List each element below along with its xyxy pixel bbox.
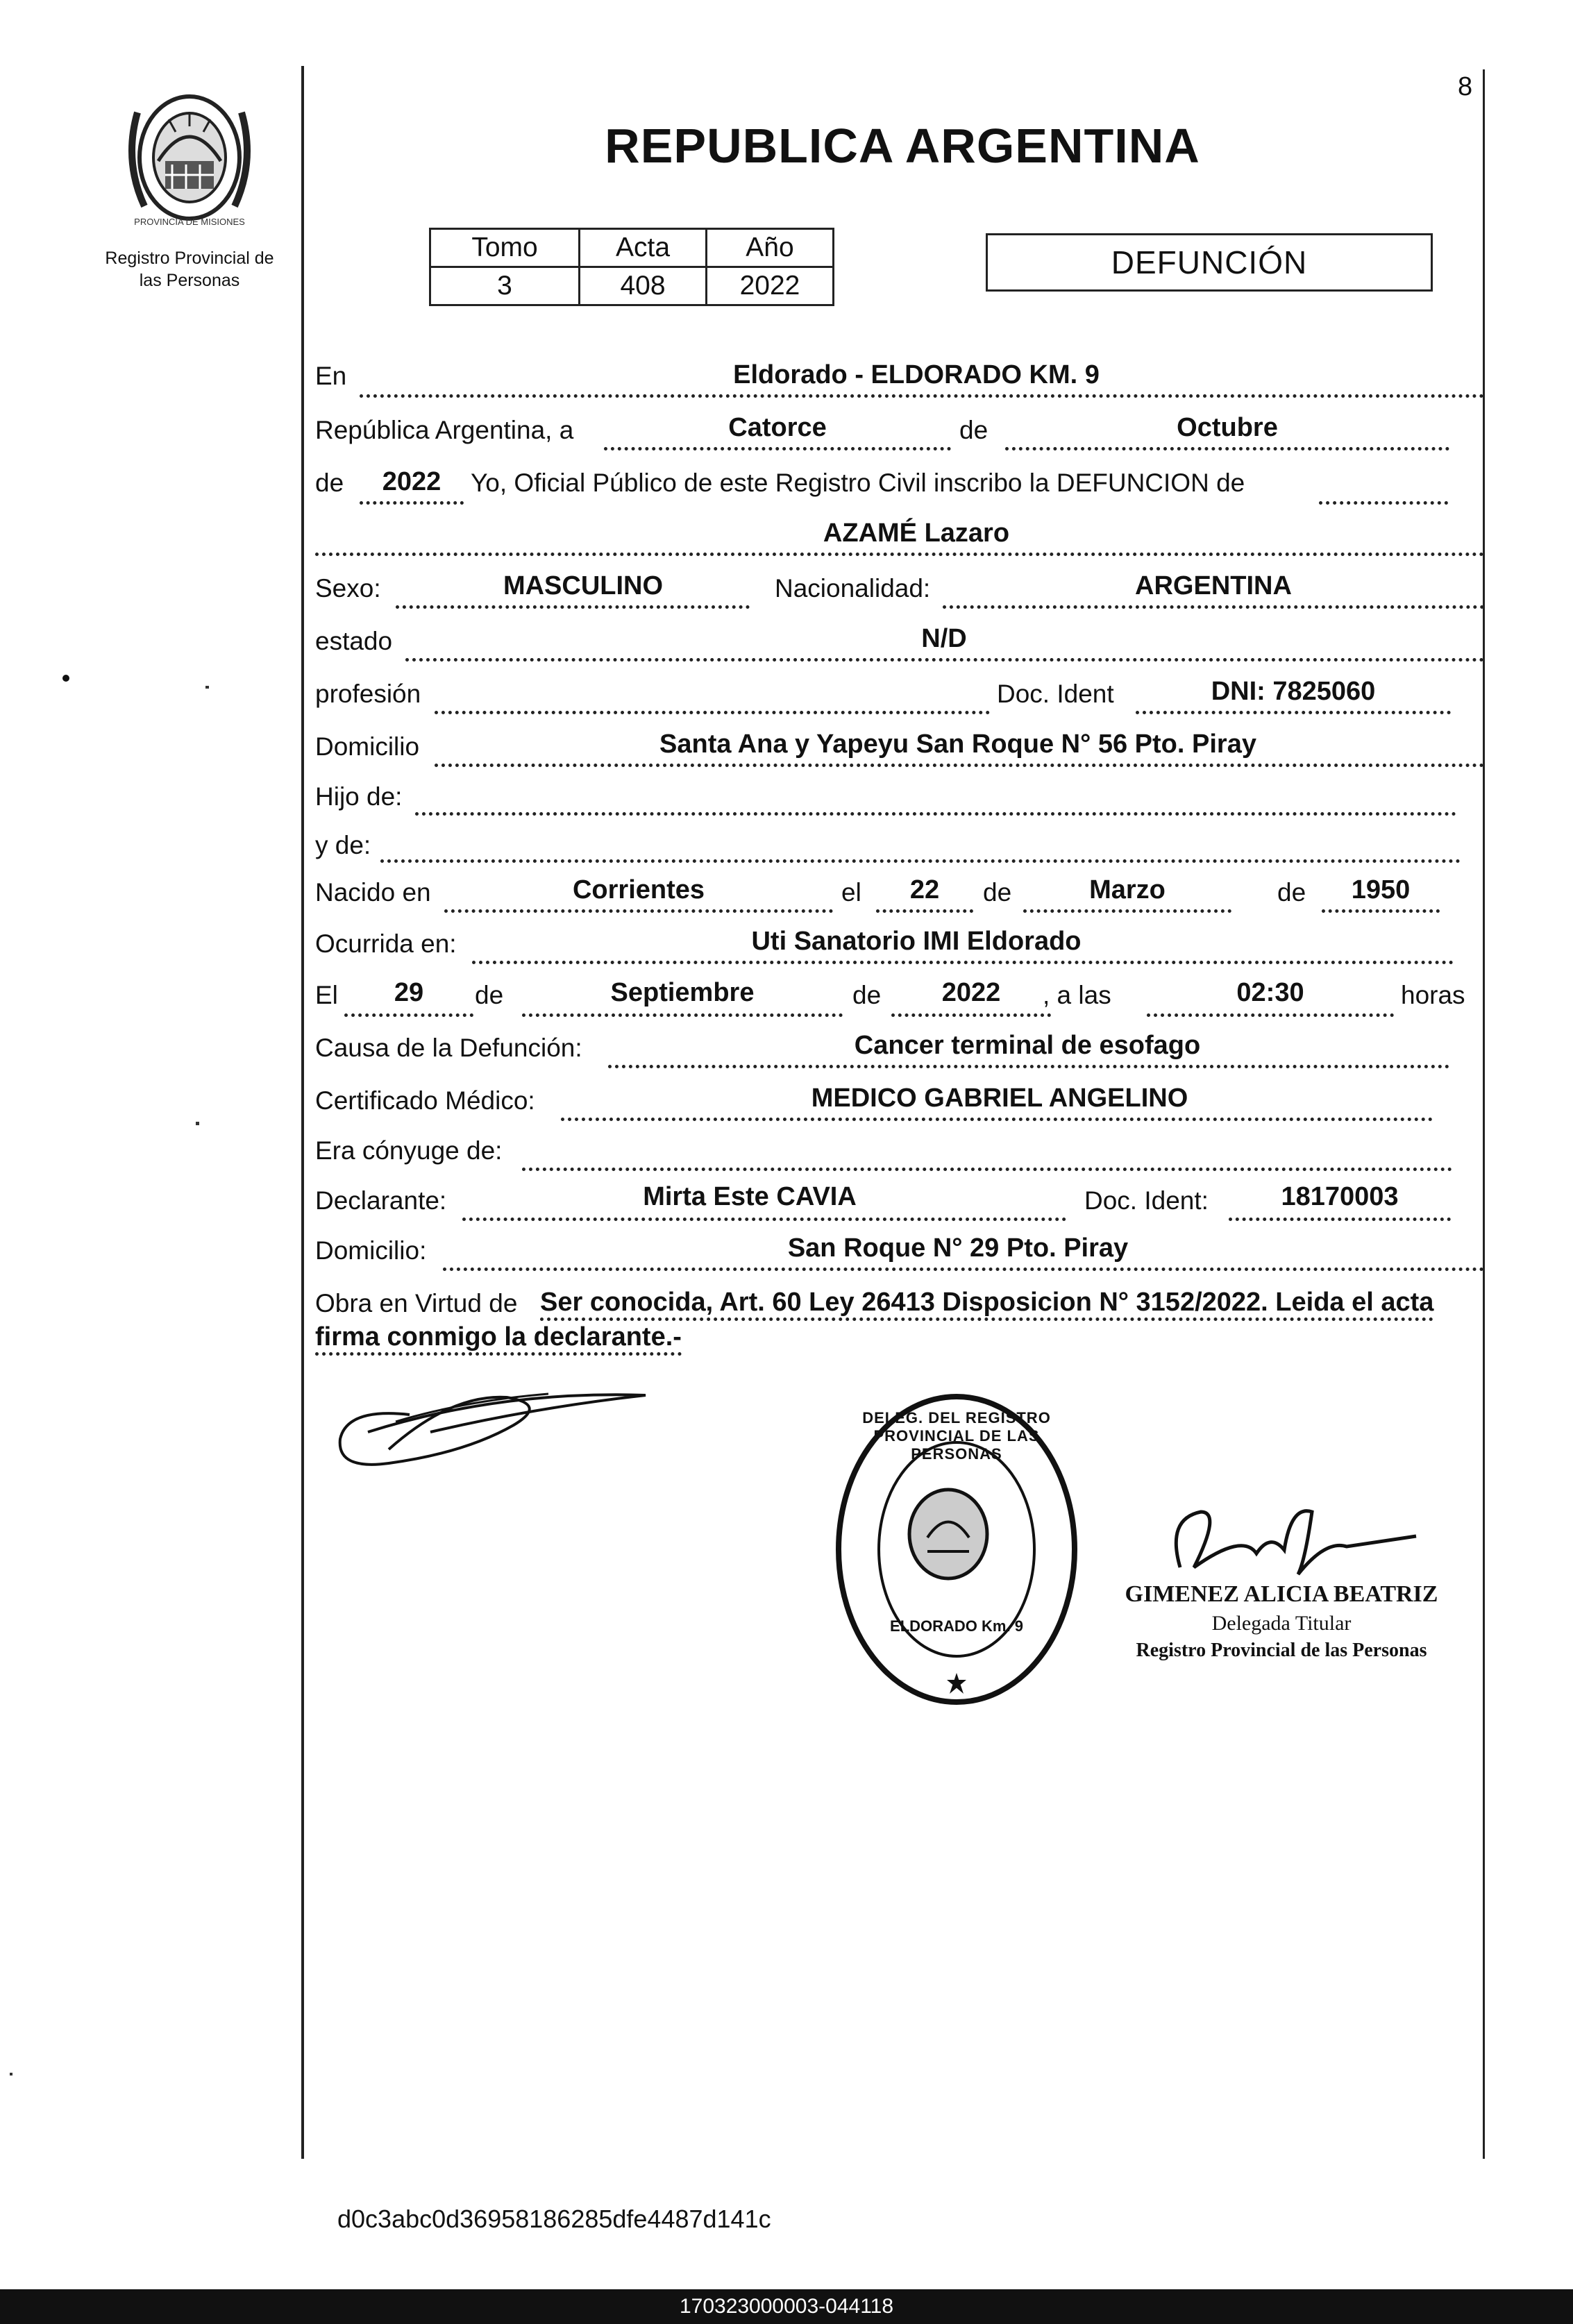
province-seal — [117, 85, 262, 234]
document-hash: d0c3abc0d36958186285dfe4487d141c — [337, 2205, 771, 2233]
de-label-5: de — [475, 981, 504, 1009]
el2-label: El — [315, 981, 338, 1009]
officer-org: Registro Provincial de las Personas — [1136, 1640, 1427, 1661]
dotted-line — [1023, 909, 1231, 913]
scan-speck — [62, 675, 69, 682]
horas-label: horas — [1401, 981, 1465, 1009]
nacionalidad-label: Nacionalidad: — [775, 574, 931, 603]
month-value: Octubre — [1177, 413, 1278, 442]
dotted-line — [608, 1065, 1449, 1068]
day-words-value: Catorce — [728, 413, 827, 442]
deceased-name-value: AZAMÉ Lazaro — [823, 519, 1010, 548]
right-margin-line — [1483, 69, 1485, 2159]
obra-label: Obra en Virtud de — [315, 1289, 518, 1317]
obra-line-1: Ser conocida, Art. 60 Ley 26413 Disposicion N° 3152/2022. Leida el acta — [540, 1287, 1433, 1321]
declarante-label: Declarante: — [315, 1186, 447, 1215]
en-label: En — [315, 362, 347, 390]
alas-label: , a las — [1043, 981, 1111, 1009]
nacido-anio-value: 1950 — [1351, 875, 1411, 904]
year-value: 2022 — [382, 467, 441, 496]
record-table — [429, 228, 834, 306]
officer-role: Delegada Titular — [1211, 1612, 1352, 1635]
profesion-label: profesión — [315, 680, 421, 708]
dotted-line — [360, 394, 1484, 398]
official-stamp — [830, 1388, 1083, 1710]
doc2-label: Doc. Ident: — [1084, 1186, 1209, 1215]
intro-text: Yo, Oficial Público de este Registro Civil inscribo la DEFUNCION de — [471, 469, 1245, 497]
seal-text: PROVINCIA DE MISIONES — [134, 217, 245, 227]
dotted-line — [443, 1268, 1484, 1271]
record-value-tomo: 3 — [430, 267, 580, 305]
domicilio-value: Santa Ana y Yapeyu San Roque N° 56 Pto. Piray — [659, 730, 1256, 759]
declarante-value: Mirta Este CAVIA — [643, 1182, 857, 1211]
dotted-line — [1319, 501, 1448, 505]
sexo-label: Sexo: — [315, 574, 381, 603]
domicilio-label: Domicilio — [315, 732, 420, 761]
doc-label: Doc. Ident — [997, 680, 1114, 708]
muerte-mes-value: Septiembre — [610, 978, 755, 1007]
muerte-anio-value: 2022 — [941, 978, 1001, 1007]
dotted-line — [876, 909, 973, 913]
stamp-ring-text: DELEG. DEL REGISTRO PROVINCIAL DE LAS PERSONAS — [862, 1409, 1051, 1463]
declarant-signature — [326, 1366, 659, 1484]
nacionalidad-value: ARGENTINA — [1135, 571, 1292, 600]
ocurrida-value: Uti Sanatorio IMI Eldorado — [751, 927, 1082, 956]
causa-label: Causa de la Defunción: — [315, 1034, 582, 1062]
left-margin-line — [301, 66, 304, 2159]
de-label-1: de — [959, 416, 989, 444]
dotted-line — [604, 447, 951, 451]
hora-value: 02:30 — [1236, 978, 1304, 1007]
ocurrida-label: Ocurrida en: — [315, 929, 457, 958]
dotted-line — [1005, 447, 1449, 451]
el-label: el — [841, 878, 861, 907]
dotted-line — [380, 859, 1461, 863]
record-header-anio: Año — [707, 229, 834, 267]
record-value-anio: 2022 — [707, 267, 834, 305]
dotted-line — [360, 501, 464, 505]
nacido-lugar-value: Corrientes — [572, 875, 705, 904]
certificado-value: MEDICO GABRIEL ANGELINO — [811, 1084, 1188, 1113]
hijo-label: Hijo de: — [315, 782, 403, 811]
dotted-line — [405, 658, 1484, 662]
dotted-line — [472, 961, 1454, 964]
issuer-line-2: las Personas — [139, 271, 240, 290]
estado-value: N/D — [921, 624, 967, 653]
doc2-value: 18170003 — [1281, 1182, 1399, 1211]
y-de-label: y de: — [315, 831, 371, 859]
dotted-line — [1322, 909, 1440, 913]
causa-value: Cancer terminal de esofago — [854, 1031, 1201, 1060]
dotted-line — [561, 1118, 1433, 1121]
dotted-line — [462, 1218, 1066, 1221]
doc-value: DNI: 7825060 — [1211, 677, 1376, 706]
dotted-line — [444, 909, 833, 913]
officer-signature — [1138, 1491, 1430, 1588]
domicilio2-label: Domicilio: — [315, 1236, 427, 1265]
page-number: 8 — [1458, 72, 1473, 101]
nacido-mes-value: Marzo — [1089, 875, 1166, 904]
record-value-acta: 408 — [580, 267, 707, 305]
dotted-line — [344, 1013, 473, 1017]
record-header-acta: Acta — [580, 229, 707, 267]
de-label-2: de — [315, 469, 344, 497]
scan-speck — [10, 2073, 12, 2075]
obra-line-2: firma conmigo la declarante.- — [315, 1322, 682, 1356]
officer-name: GIMENEZ ALICIA BEATRIZ — [1125, 1581, 1438, 1607]
estado-label: estado — [315, 627, 393, 655]
record-type-box: DEFUNCIÓN — [986, 233, 1433, 292]
place-value: Eldorado - ELDORADO KM. 9 — [733, 360, 1100, 389]
dotted-line — [1136, 711, 1451, 714]
de-label-3: de — [983, 878, 1012, 907]
issuer-line-1: Registro Provincial de — [105, 249, 274, 268]
dotted-line — [435, 764, 1484, 767]
conyuge-label: Era cónyuge de: — [315, 1136, 503, 1165]
scan-speck — [196, 1122, 199, 1125]
page-title: REPUBLICA ARGENTINA — [605, 119, 1200, 173]
domicilio2-value: San Roque N° 29 Pto. Piray — [787, 1233, 1129, 1263]
dotted-line — [415, 812, 1456, 816]
dotted-line — [943, 605, 1484, 609]
stamp-inner-text: ELDORADO Km. 9 — [890, 1617, 1023, 1635]
record-header-tomo: Tomo — [430, 229, 580, 267]
nacido-dia-value: 22 — [909, 875, 940, 904]
dotted-line — [1147, 1013, 1394, 1017]
dotted-line — [522, 1168, 1452, 1171]
dotted-line — [435, 711, 990, 714]
barcode-id-bar: 170323000003-044118 — [0, 2289, 1573, 2324]
scan-speck — [205, 686, 209, 689]
dotted-line — [396, 605, 750, 609]
certificado-label: Certificado Médico: — [315, 1086, 535, 1115]
republica-label: República Argentina, a — [315, 416, 574, 444]
de-label-4: de — [1277, 878, 1306, 907]
nacido-label: Nacido en — [315, 878, 431, 907]
de-label-6: de — [852, 981, 882, 1009]
dotted-line — [1229, 1218, 1451, 1221]
dotted-line — [522, 1013, 843, 1017]
dotted-line — [315, 553, 1484, 556]
muerte-dia-value: 29 — [394, 978, 424, 1007]
sexo-value: MASCULINO — [503, 571, 664, 600]
dotted-line — [891, 1013, 1051, 1017]
